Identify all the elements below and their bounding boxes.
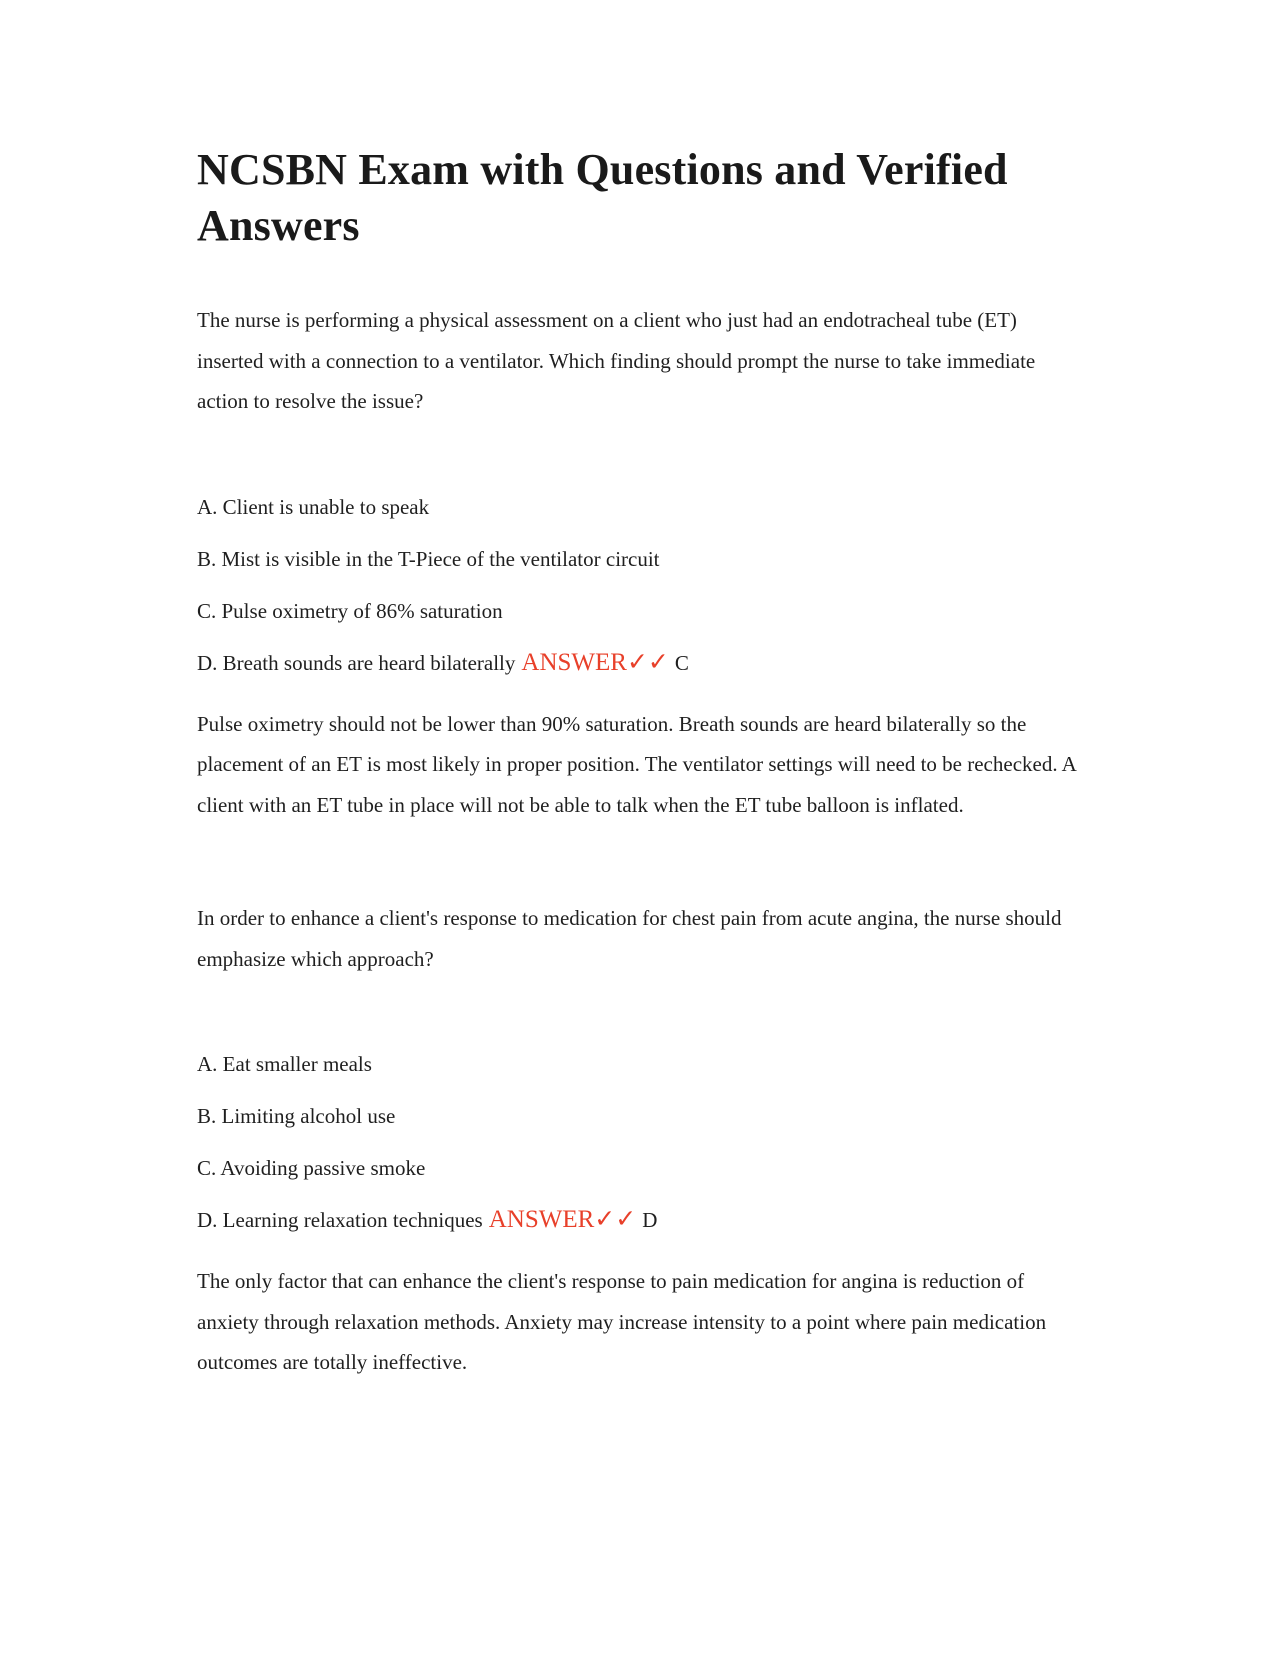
option-d-with-answer [197,649,1077,677]
answer-letter: C [674,650,689,675]
option-d-with-answer [197,1206,1077,1234]
option-d: D. Breath sounds are heard bilaterally [197,650,516,675]
option-b: B. Limiting alcohol use [197,1104,396,1128]
question-prompt: In order to enhance a client's response to medication for chest pain from acute angina, the nurse should emphasize which approach? [197,906,1062,971]
answer-explanation: The only factor that can enhance the client's response to pain medication for angina is reduction of anxiety through relaxation methods. Anxiety may increase intensity to a point where pain medication outcomes are totally ineffective. [197,1269,1047,1374]
question-prompt: The nurse is performing a physical assessment on a client who just had an endotracheal tube (ET) inserted with a connection to a ventilator. Which finding should prompt the nurse to take immediate action to resolve the issue? [197,308,1036,413]
option-a: A. Eat smaller meals [197,1052,372,1076]
option-list [197,1050,1077,1234]
answer-letter: D [642,1208,658,1232]
answer-explanation: Pulse oximetry should not be lower than 90% saturation. Breath sounds are heard bilaterally so the placement of an ET is most likely in proper position. The ventilator settings will need to be rechecked. A client with an ET tube in place will not be able to talk when the ET tube balloon is inflated. [197,711,1076,817]
answer-label: ANSWER✓✓ [521,648,669,676]
document-page [197,142,1077,1383]
option-c: C. Pulse oximetry of 86% saturation [197,598,503,623]
page-title: NCSBN Exam with Questions and Verified Answers [197,145,1008,250]
option-b: B. Mist is visible in the T-Piece of the ventilator circuit [197,546,660,571]
option-c: C. Avoiding passive smoke [197,1156,426,1180]
option-list [197,493,1077,677]
option-a: A. Client is unable to speak [197,494,430,519]
option-d: D. Learning relaxation techniques [197,1208,483,1232]
answer-label: ANSWER✓✓ [488,1206,637,1233]
